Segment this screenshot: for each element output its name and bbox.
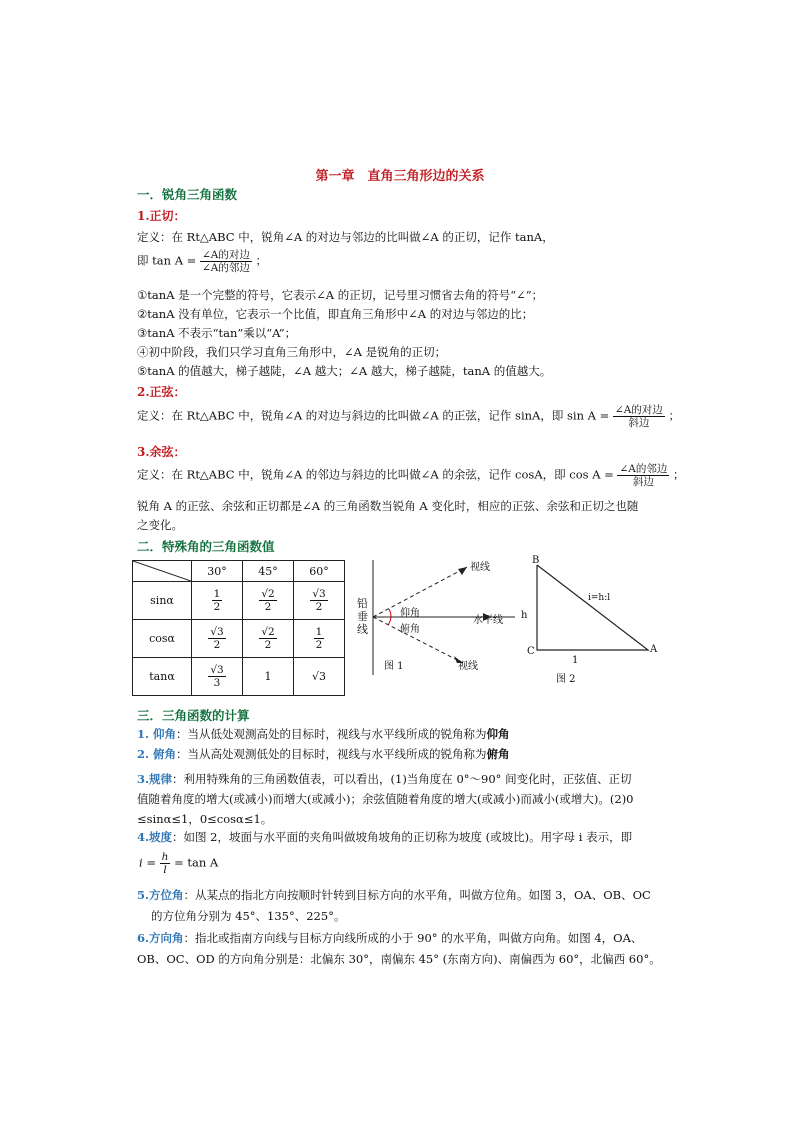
tan-formula	[137, 249, 267, 274]
cell-num: 1	[315, 626, 323, 638]
sin-heading: 2.正弦：	[137, 385, 186, 399]
slope-denominator: l	[163, 864, 167, 876]
cos-denominator: 斜边	[632, 476, 654, 488]
cell-num: √2	[261, 588, 275, 600]
sight-line-up	[373, 567, 467, 617]
sight-label-up: 视线	[470, 562, 490, 573]
depression-item-text: ：当从高处观测低处的目标时，视线与水平线所成的锐角称为	[176, 747, 487, 761]
depression-item-term: 俯角	[486, 747, 510, 761]
azimuth-label: 5.方位角	[137, 888, 184, 902]
tan-note-3: ③tanA 不表示“tan”乘以“A”；	[137, 326, 297, 340]
tan-definition: 定义：在 Rt△ABC 中，锐角∠A 的对边与邻边的比叫做∠A 的正切，记作 tanA，	[137, 230, 554, 244]
cell-num: √3	[210, 664, 224, 676]
vertex-c: C	[527, 646, 535, 657]
law-line-1	[137, 771, 632, 787]
sin-denominator: 斜边	[628, 417, 650, 429]
tan-note-2: ②tanA 没有单位，它表示一个比值，即直角三角形中∠A 的对边与邻边的比；	[137, 307, 534, 321]
table-cell: 1	[243, 658, 294, 696]
tan-note-1: ①tanA 是一个完整的符号，它表示∠A 的正切，记号里习惯省去角的符号“∠”；	[137, 288, 544, 302]
row-label-tan: tanα	[133, 658, 192, 696]
slope-formula-lead: i =	[139, 855, 156, 870]
cell-den: 2	[315, 601, 323, 613]
direction-line-1	[137, 930, 642, 946]
direction-line-2: OB、OC、OD 的方向角分别是：北偏东 30°，南偏东 45° (东南方向)、南偏西为 60°，北偏西 60°。	[137, 952, 661, 966]
direction-text-1: ：指北或指南方向线与目标方向线所成的小于 90° 的水平角，叫做方向角。如图 4，OA、	[183, 931, 643, 945]
cell-num: √3	[312, 588, 326, 600]
horizontal-label: 水平线	[473, 615, 503, 626]
depression-item-label: 2. 俯角	[137, 747, 177, 761]
law-label: 3.规律	[137, 772, 173, 786]
sin-def-text: 定义：在 Rt△ABC 中，锐角∠A 的对边与斜边的比叫做∠A 的正弦，记作 sinA，即 sin A =	[137, 408, 610, 423]
cell-den: 2	[213, 639, 221, 651]
slope-line	[137, 829, 632, 845]
section-3-heading: 三．三角函数的计算	[137, 708, 250, 723]
cell-num: √2	[261, 626, 275, 638]
sin-formula-tail: ；	[668, 408, 680, 423]
section-1-heading: 一．锐角三角函数	[137, 187, 238, 202]
cos-fraction	[617, 463, 669, 488]
elevation-item	[137, 726, 510, 742]
elevation-item-term: 仰角	[486, 727, 510, 741]
table-cell	[243, 582, 294, 620]
cos-formula-tail: ；	[673, 467, 685, 482]
tan-denominator: ∠A的邻边	[201, 262, 250, 274]
table-corner-cell	[133, 561, 192, 582]
cell-den: 2	[264, 601, 272, 613]
slope-fraction	[160, 851, 171, 876]
vertical-line-label: 铅垂线	[357, 597, 368, 636]
slope-formula-tail: = tan A	[174, 855, 219, 870]
triangle	[537, 565, 648, 650]
table-cell	[294, 582, 345, 620]
table-cell	[192, 582, 243, 620]
cos-def-text: 定义：在 Rt△ABC 中，锐角∠A 的邻边与斜边的比叫做∠A 的余弦，记作 cosA，即 cos A =	[137, 467, 614, 482]
tan-note-4: ④初中阶段，我们只学习直角三角形中，∠A 是锐角的正切；	[137, 345, 447, 359]
slope-label: i=h:l	[588, 593, 611, 603]
tan-numerator: ∠A的对边	[201, 249, 250, 261]
elevation-arc	[389, 609, 391, 617]
cell-num: 1	[213, 588, 221, 600]
cell-num: √3	[210, 626, 224, 638]
table-cell	[192, 658, 243, 696]
cell-den: 2	[315, 639, 323, 651]
vertex-a: A	[650, 644, 658, 655]
sin-numerator: ∠A的对边	[614, 404, 663, 416]
row-label-sin: sinα	[133, 582, 192, 620]
slope-numerator: h	[161, 851, 169, 863]
special-angle-table	[132, 560, 345, 696]
cos-heading: 3.余弦：	[137, 445, 186, 459]
figure-2-slope-triangle	[520, 555, 660, 665]
height-label: h	[521, 610, 528, 621]
section-2-heading: 二．特殊角的三角函数值	[137, 539, 275, 554]
header-60: 60°	[294, 561, 345, 582]
table-cell	[294, 620, 345, 658]
depression-label: 俯角	[400, 624, 420, 635]
table-cell	[192, 620, 243, 658]
table-cell: √3	[294, 658, 345, 696]
cos-definition	[137, 463, 685, 488]
elevation-label: 仰角	[400, 608, 420, 619]
elevation-item-text: ：当从低处观测高处的目标时，视线与水平线所成的锐角称为	[176, 727, 487, 741]
header-30: 30°	[192, 561, 243, 582]
cos-numerator: ∠A的邻边	[619, 463, 668, 475]
figure-2-caption: 图 2	[556, 674, 576, 685]
direction-label: 6.方向角	[137, 931, 184, 945]
cell-den: 2	[264, 639, 272, 651]
row-label-cos: cosα	[133, 620, 192, 658]
header-45: 45°	[243, 561, 294, 582]
slope-formula	[139, 851, 218, 876]
azimuth-text-1: ：从某点的指北方向按顺时针转到目标方向的水平角，叫做方位角。如图 3，OA、OB、OC	[183, 888, 651, 902]
azimuth-line-1	[137, 887, 651, 903]
base-label: 1	[572, 655, 579, 666]
figure-1-caption: 图 1	[384, 661, 404, 672]
table-cell	[243, 620, 294, 658]
sin-definition	[137, 404, 680, 429]
tan-formula-tail: ；	[255, 253, 267, 268]
law-line-3: ≤sinα≤1，0≤cosα≤1。	[137, 812, 273, 826]
depression-arc	[388, 617, 391, 625]
summary-line-2: 之变化。	[137, 518, 183, 532]
tan-fraction	[200, 249, 252, 274]
page-title: 第一章 直角三角形边的关系	[315, 169, 485, 184]
sight-label-down: 视线	[458, 661, 478, 672]
summary-line-1: 锐角 A 的正弦、余弦和正切都是∠A 的三角函数当锐角 A 变化时，相应的正弦、余弦和正切之也随	[137, 499, 639, 513]
tan-heading: 1.正切：	[137, 209, 186, 223]
arrow-up	[458, 567, 467, 575]
slope-item-label: 4.坡度	[137, 830, 173, 844]
law-text-1: ：利用特殊角的三角函数值表，可以看出，(1)当角度在 0°～90° 间变化时，正弦值、正切	[172, 772, 632, 786]
depression-item	[137, 746, 510, 762]
slope-item-text: ：如图 2，坡面与水平面的夹角叫做坡角坡角的正切称为坡度 (或坡比)。用字母 i 表示，即	[172, 830, 633, 844]
cell-den: 2	[213, 601, 221, 613]
diagonal-line	[133, 561, 191, 581]
tan-note-5: ⑤tanA 的值越大，梯子越陡，∠A 越大；∠A 越大，梯子越陡，tanA 的值越大。	[137, 364, 552, 378]
law-line-2: 值随着角度的增大(或减小)而增大(或减小)；余弦值随着角度的增大(或减小)而减小(或增大)。(2)0	[137, 792, 634, 806]
vertex-b: B	[532, 555, 540, 566]
elevation-item-label: 1. 仰角	[137, 727, 177, 741]
sin-fraction	[613, 404, 665, 429]
cell-den: 3	[213, 677, 221, 689]
tan-formula-lead: 即 tan A =	[137, 253, 197, 268]
azimuth-line-2: 的方位角分别为 45°、135°、225°。	[151, 909, 346, 923]
